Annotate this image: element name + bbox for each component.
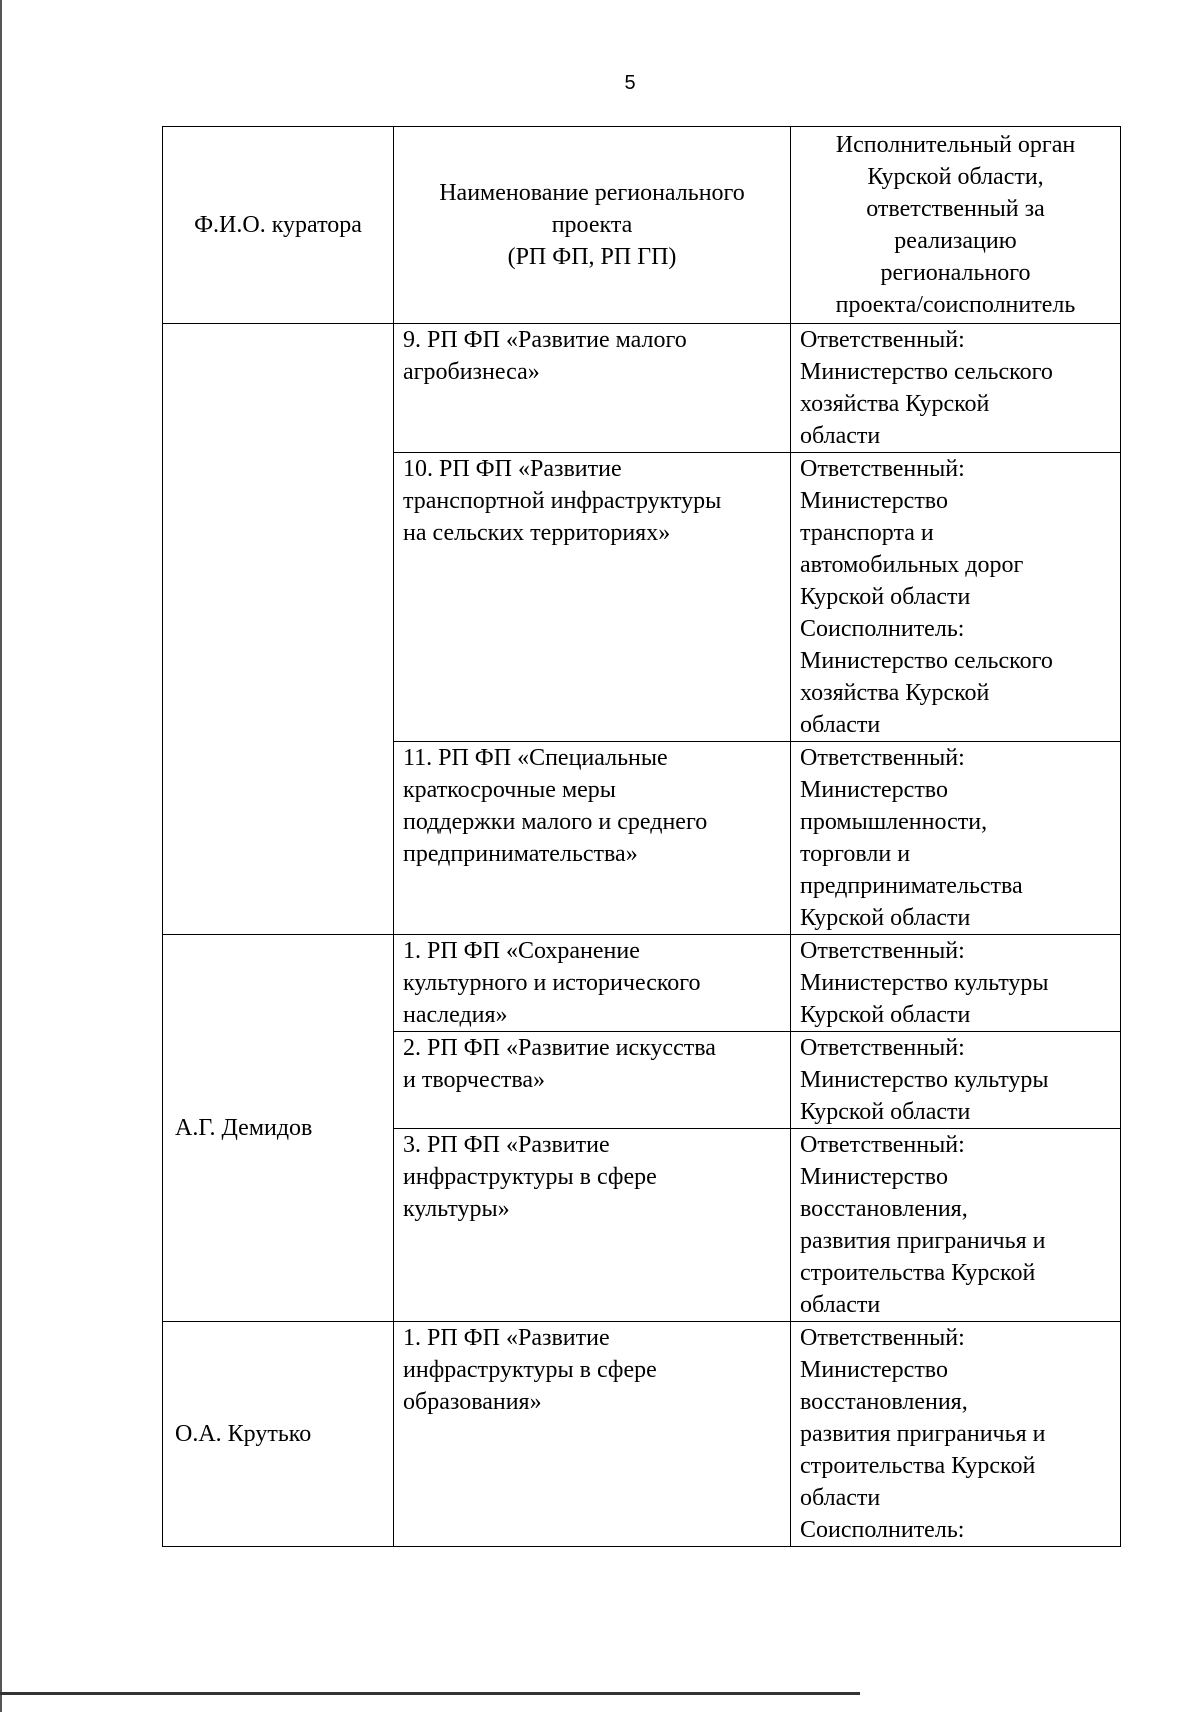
- project-line: наследия»: [403, 1002, 508, 1028]
- executor-line: Ответственный:: [800, 1132, 965, 1158]
- executor-line: Ответственный:: [800, 938, 965, 964]
- executor-cell: [791, 935, 1121, 1032]
- executor-line: Министерство: [800, 1164, 948, 1190]
- executor-line: Курской области: [800, 905, 971, 931]
- project-line: инфраструктуры в сфере: [403, 1357, 657, 1383]
- executor-line: транспорта и: [800, 520, 934, 546]
- project-line: 2. РП ФП «Развитие искусства: [403, 1035, 716, 1061]
- executor-line: Курской области: [800, 584, 971, 610]
- executor-line: развития приграничья и: [800, 1421, 1046, 1447]
- scan-bottom-line: [0, 1692, 860, 1695]
- table-row: [163, 935, 1121, 1032]
- project-cell: [394, 453, 791, 742]
- header-executor-line: ответственный за: [866, 196, 1045, 222]
- project-line: культуры»: [403, 1196, 510, 1222]
- executor-line: развития приграничья и: [800, 1228, 1046, 1254]
- project-line: транспортной инфраструктуры: [403, 488, 722, 514]
- project-line: предпринимательства»: [403, 841, 638, 867]
- executor-line: Курской области: [800, 1002, 971, 1028]
- executor-line: хозяйства Курской: [800, 391, 990, 417]
- executor-cell: [791, 1129, 1121, 1322]
- header-project-line: (РП ФП, РП ГП): [507, 244, 677, 270]
- executor-line: торговли и: [800, 841, 911, 867]
- executor-cell: [791, 324, 1121, 453]
- project-line: культурного и исторического: [403, 970, 701, 996]
- project-line: 3. РП ФП «Развитие: [403, 1132, 610, 1158]
- curator-cell: А.Г. Демидов: [163, 935, 394, 1322]
- executor-cell: [791, 453, 1121, 742]
- table-row: [163, 324, 1121, 453]
- project-cell: [394, 1032, 791, 1129]
- project-line: агробизнеса»: [403, 359, 540, 385]
- project-cell: [394, 1322, 791, 1547]
- executor-line: Ответственный:: [800, 745, 965, 771]
- page-number: 5: [624, 72, 636, 94]
- executor-line: автомобильных дорог: [800, 552, 1024, 578]
- executor-line: Ответственный:: [800, 1035, 965, 1061]
- executor-line: Министерство сельского: [800, 359, 1053, 385]
- executor-cell: [791, 1322, 1121, 1547]
- project-line: инфраструктуры в сфере: [403, 1164, 657, 1190]
- executor-line: хозяйства Курской: [800, 680, 990, 706]
- project-line: 9. РП ФП «Развитие малого: [403, 327, 687, 353]
- curator-cell: [163, 324, 394, 935]
- project-line: поддержки малого и среднего: [403, 809, 708, 835]
- executor-cell: [791, 742, 1121, 935]
- executor-line: Министерство: [800, 777, 948, 803]
- executor-line: Курской области: [800, 1099, 971, 1125]
- executor-line: Соисполнитель:: [800, 616, 965, 642]
- header-project-line: Наименование регионального: [439, 180, 745, 206]
- executor-line: Министерство культуры: [800, 1067, 1049, 1093]
- header-project-line: проекта: [551, 212, 633, 238]
- project-line: 10. РП ФП «Развитие: [403, 456, 622, 482]
- executor-line: Министерство сельского: [800, 648, 1053, 674]
- curators-table: [162, 126, 1121, 1547]
- executor-line: строительства Курской: [800, 1260, 1036, 1286]
- executor-line: области: [800, 423, 881, 449]
- header-executor-line: проекта/соисполнитель: [835, 292, 1076, 318]
- header-executor-line: реализацию: [894, 228, 1017, 254]
- executor-line: Ответственный:: [800, 1325, 965, 1351]
- executor-line: Министерство: [800, 1357, 948, 1383]
- header-executor-line: Исполнительный орган: [835, 132, 1076, 158]
- executor-line: области: [800, 1292, 881, 1318]
- executor-line: Министерство культуры: [800, 970, 1049, 996]
- project-line: 1. РП ФП «Развитие: [403, 1325, 610, 1351]
- project-cell: [394, 742, 791, 935]
- table-header-row: [163, 127, 1121, 324]
- header-project: [394, 127, 791, 324]
- executor-line: Министерство: [800, 488, 948, 514]
- project-cell: [394, 935, 791, 1032]
- project-line: на сельских территориях»: [403, 520, 671, 546]
- executor-line: промышленности,: [800, 809, 988, 835]
- project-line: краткосрочные меры: [403, 777, 616, 803]
- executor-line: Ответственный:: [800, 456, 965, 482]
- executor-line: строительства Курской: [800, 1453, 1036, 1479]
- curator-cell: О.А. Крутько: [163, 1322, 394, 1547]
- executor-line: предпринимательства: [800, 873, 1023, 899]
- project-line: 11. РП ФП «Специальные: [403, 745, 668, 771]
- executor-line: восстановления,: [800, 1389, 968, 1415]
- executor-line: области: [800, 712, 881, 738]
- project-cell: [394, 324, 791, 453]
- executor-line: Ответственный:: [800, 327, 965, 353]
- header-executor-line: Курской области,: [867, 164, 1044, 190]
- executor-cell: [791, 1032, 1121, 1129]
- header-executor: [791, 127, 1121, 324]
- table-row: [163, 1322, 1121, 1547]
- project-cell: [394, 1129, 791, 1322]
- scan-left-edge: [0, 0, 2, 1712]
- project-line: 1. РП ФП «Сохранение: [403, 938, 640, 964]
- project-line: образования»: [403, 1389, 542, 1415]
- executor-line: Соисполнитель:: [800, 1517, 965, 1543]
- header-curator: Ф.И.О. куратора: [163, 127, 394, 324]
- header-executor-line: регионального: [880, 260, 1031, 286]
- project-line: и творчества»: [403, 1067, 546, 1093]
- executor-line: области: [800, 1485, 881, 1511]
- executor-line: восстановления,: [800, 1196, 968, 1222]
